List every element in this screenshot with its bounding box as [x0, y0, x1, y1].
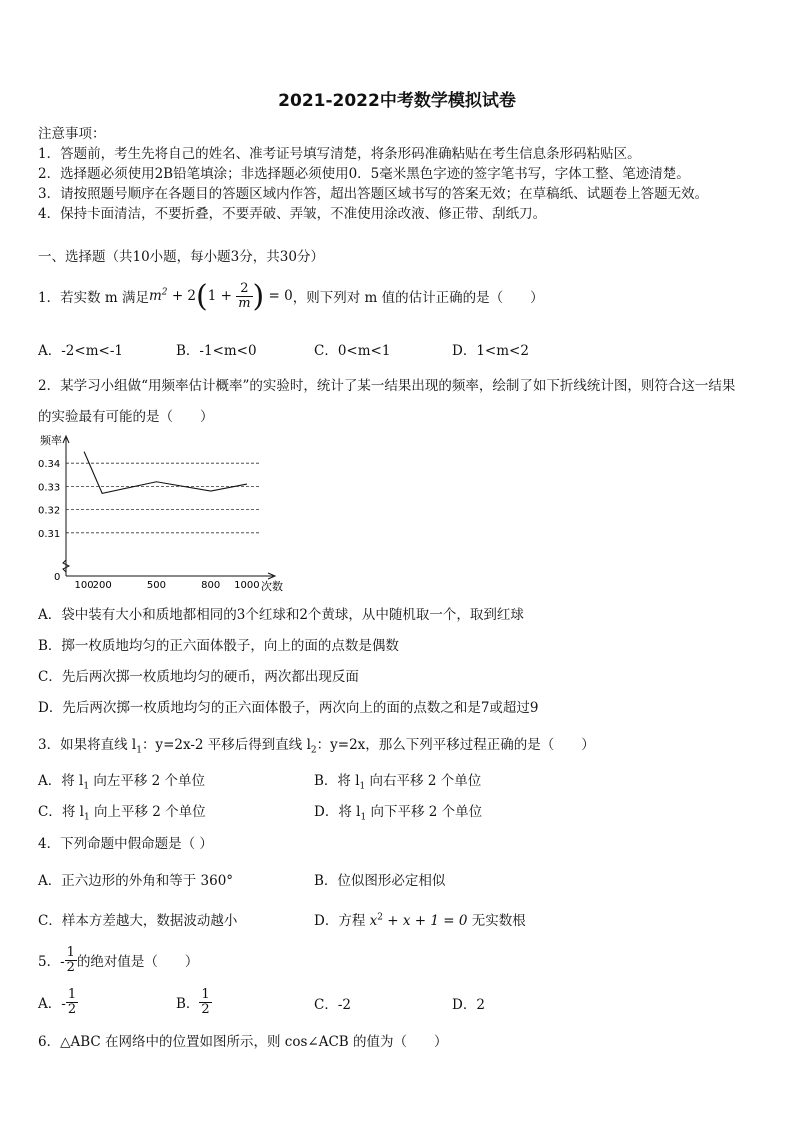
q4-d-pre: D．方程: [314, 913, 370, 929]
q4-option-b[interactable]: B．位似图形必定相似: [314, 873, 446, 889]
q2-option-b[interactable]: B．掷一枚质地均匀的正六面体骰子，向上的面的点数是偶数: [38, 638, 399, 654]
q4-d-eq-sup: 2: [377, 912, 383, 923]
y-tick-label: 0.34: [38, 459, 61, 471]
q1-frac-den: m: [238, 295, 251, 311]
q5-a-num: 1: [67, 986, 77, 1002]
q1-eq-plus2: + 2: [167, 287, 197, 304]
q5-frac-num: 1: [66, 944, 75, 960]
y-tick-label: 0.32: [38, 505, 61, 517]
q3-a-pre: A．将 l: [38, 773, 84, 789]
q3-mid: ：y=2x-2 平移后得到直线 l: [141, 737, 311, 753]
notice-heading: 注意事项：: [38, 126, 106, 142]
x-tick-label: 100: [74, 580, 94, 591]
q1-eq-tail: = 0: [264, 287, 293, 304]
q1-suffix: ，则下列对 m 值的估计正确的是（ ）: [292, 290, 544, 306]
q1-prefix: 1．若实数 m 满足: [38, 290, 149, 306]
q3-a-post: 向左平移 2 个单位: [89, 773, 206, 789]
q3-b-pre: B．将 l: [314, 773, 360, 789]
frequency-series-line: [84, 452, 247, 494]
question-3: [38, 733, 595, 756]
q3-c-sub: 1: [83, 812, 90, 823]
frequency-line-chart: [30, 428, 300, 593]
q3-d-sub: 1: [360, 812, 367, 823]
notice-item-3: 3．请按照题号顺序在各题目的答题区域内作答，超出答题区域书写的答案无效；在草稿纸、试题卷上答题无效。: [38, 186, 709, 202]
section-heading: 一、选择题（共10小题，每小题3分，共30分）: [38, 249, 324, 265]
x-tick-label: 800: [201, 580, 221, 591]
q3-sub2: 2: [310, 745, 317, 756]
q3-c-pre: C．将 l: [38, 804, 84, 820]
origin-label: 0: [54, 572, 61, 583]
q2-option-c[interactable]: C．先后两次掷一枚质地均匀的硬币，两次都出现反面: [38, 669, 359, 685]
y-tick-label: 0.31: [38, 528, 61, 540]
x-tick-label: 1000: [234, 580, 260, 591]
q5-option-b[interactable]: [176, 984, 212, 1020]
q1-eq-one: 1 +: [207, 287, 237, 304]
q3-c-post: 向上平移 2 个单位: [89, 804, 206, 820]
q2-stem-line1: 2．某学习小组做“用频率估计概率”的实验时，统计了某一结果出现的频率，绘制了如下折线统计图，则符合这一结果: [38, 378, 736, 394]
q5-a-pre: A．-: [38, 996, 66, 1012]
q5-b-fraction: [199, 988, 211, 1016]
notice-item-2: 2．选择题必须使用2B铅笔填涂；非选择题必须使用0．5毫米黑色字迹的签字笔书写，字体工整、笔迹清楚。: [38, 166, 690, 182]
y-axis-label: 频率: [40, 434, 62, 447]
q1-left-paren: (: [196, 278, 208, 314]
q3-d-post: 向下平移 2 个单位: [366, 804, 483, 820]
q5-option-a[interactable]: [38, 984, 78, 1020]
q1-option-d[interactable]: D．1<m<2: [452, 343, 529, 359]
q1-right-paren: ): [252, 278, 265, 314]
x-tick-label: 500: [146, 580, 167, 591]
y-tick-label: 0.33: [38, 482, 61, 494]
q4-option-a[interactable]: A．正六边形的外角和等于 360°: [38, 873, 234, 889]
q3-option-c[interactable]: [38, 800, 206, 823]
q4-stem: 4．下列命题中假命题是（ ）: [38, 836, 213, 852]
q2-option-d[interactable]: D．先后两次掷一枚质地均匀的正六面体骰子，两次向上的面的点数之和是7或超过9: [38, 700, 539, 716]
notice-item-4: 4．保持卡面清洁，不要折叠，不要弄破、弄皱，不准使用涂改液、修正带、刮纸刀。: [38, 206, 547, 222]
q5-frac-den: 2: [66, 959, 75, 975]
q4-d-eq-rest: + x + 1 = 0: [382, 913, 468, 929]
q5-a-fraction: [66, 988, 78, 1016]
q4-option-d[interactable]: [314, 909, 526, 929]
q3-sub1: 1: [136, 745, 142, 756]
q3-a-sub: 1: [83, 781, 90, 792]
q5-suffix: 的绝对值是（ ）: [76, 954, 199, 970]
q1-eq-sup: 2: [161, 287, 168, 297]
notice-item-1: 1．答题前，考生先将自己的姓名、准考证号填写清楚，将条形码准确粘贴在考生信息条形码粘贴区。: [38, 146, 641, 162]
page-title: 2021-2022中考数学模拟试卷: [278, 91, 516, 111]
q4-d-eq-x: x: [369, 913, 378, 929]
q3-prefix: 3．如果将直线 l: [38, 737, 137, 753]
x-axis-label: 次数: [261, 580, 283, 593]
q5-prefix: 5．-: [38, 954, 65, 970]
q1-fraction: [236, 282, 252, 310]
q2-option-a[interactable]: A．袋中装有大小和质地都相同的3个红球和2个黄球，从中随机取一个，取到红球: [38, 607, 524, 623]
q3-b-sub: 1: [359, 781, 366, 792]
q4-d-post: 无实数根: [467, 913, 526, 929]
q3-suffix: ：y=2x，那么下列平移过程正确的是（ ）: [316, 737, 595, 753]
q4-option-c[interactable]: C．样本方差越大，数据波动越小: [38, 913, 238, 929]
q2-stem-line2: 的实验最有可能的是（ ）: [38, 409, 214, 425]
q1-option-c[interactable]: C．0<m<1: [314, 343, 391, 359]
q5-fraction: [65, 946, 77, 974]
q5-a-den: 2: [67, 1001, 77, 1017]
q3-option-d[interactable]: [314, 800, 482, 823]
q1-equation: [149, 279, 293, 314]
q6-stem: 6．△ABC 在网络中的位置如图所示，则 cos∠ACB 的值为（ ）: [38, 1034, 448, 1050]
q1-option-a[interactable]: A．-2<m<-1: [38, 343, 123, 359]
q5-b-den: 2: [201, 1001, 210, 1017]
q1-eq-m: m: [148, 287, 162, 304]
q3-option-a[interactable]: [38, 769, 205, 792]
q3-option-b[interactable]: [314, 769, 481, 792]
q3-b-post: 向右平移 2 个单位: [365, 773, 482, 789]
question-1: [38, 276, 544, 316]
q1-option-b[interactable]: B．-1<m<0: [176, 343, 257, 359]
q5-option-c[interactable]: C．-2: [314, 997, 351, 1013]
q3-d-pre: D．将 l: [314, 804, 361, 820]
q5-option-d[interactable]: D．2: [452, 997, 485, 1013]
q5-b-pre: B．: [176, 996, 200, 1012]
q5-b-num: 1: [201, 986, 210, 1002]
q1-frac-num: 2: [236, 282, 252, 297]
question-5: [38, 942, 198, 978]
x-tick-label: 200: [92, 580, 112, 591]
